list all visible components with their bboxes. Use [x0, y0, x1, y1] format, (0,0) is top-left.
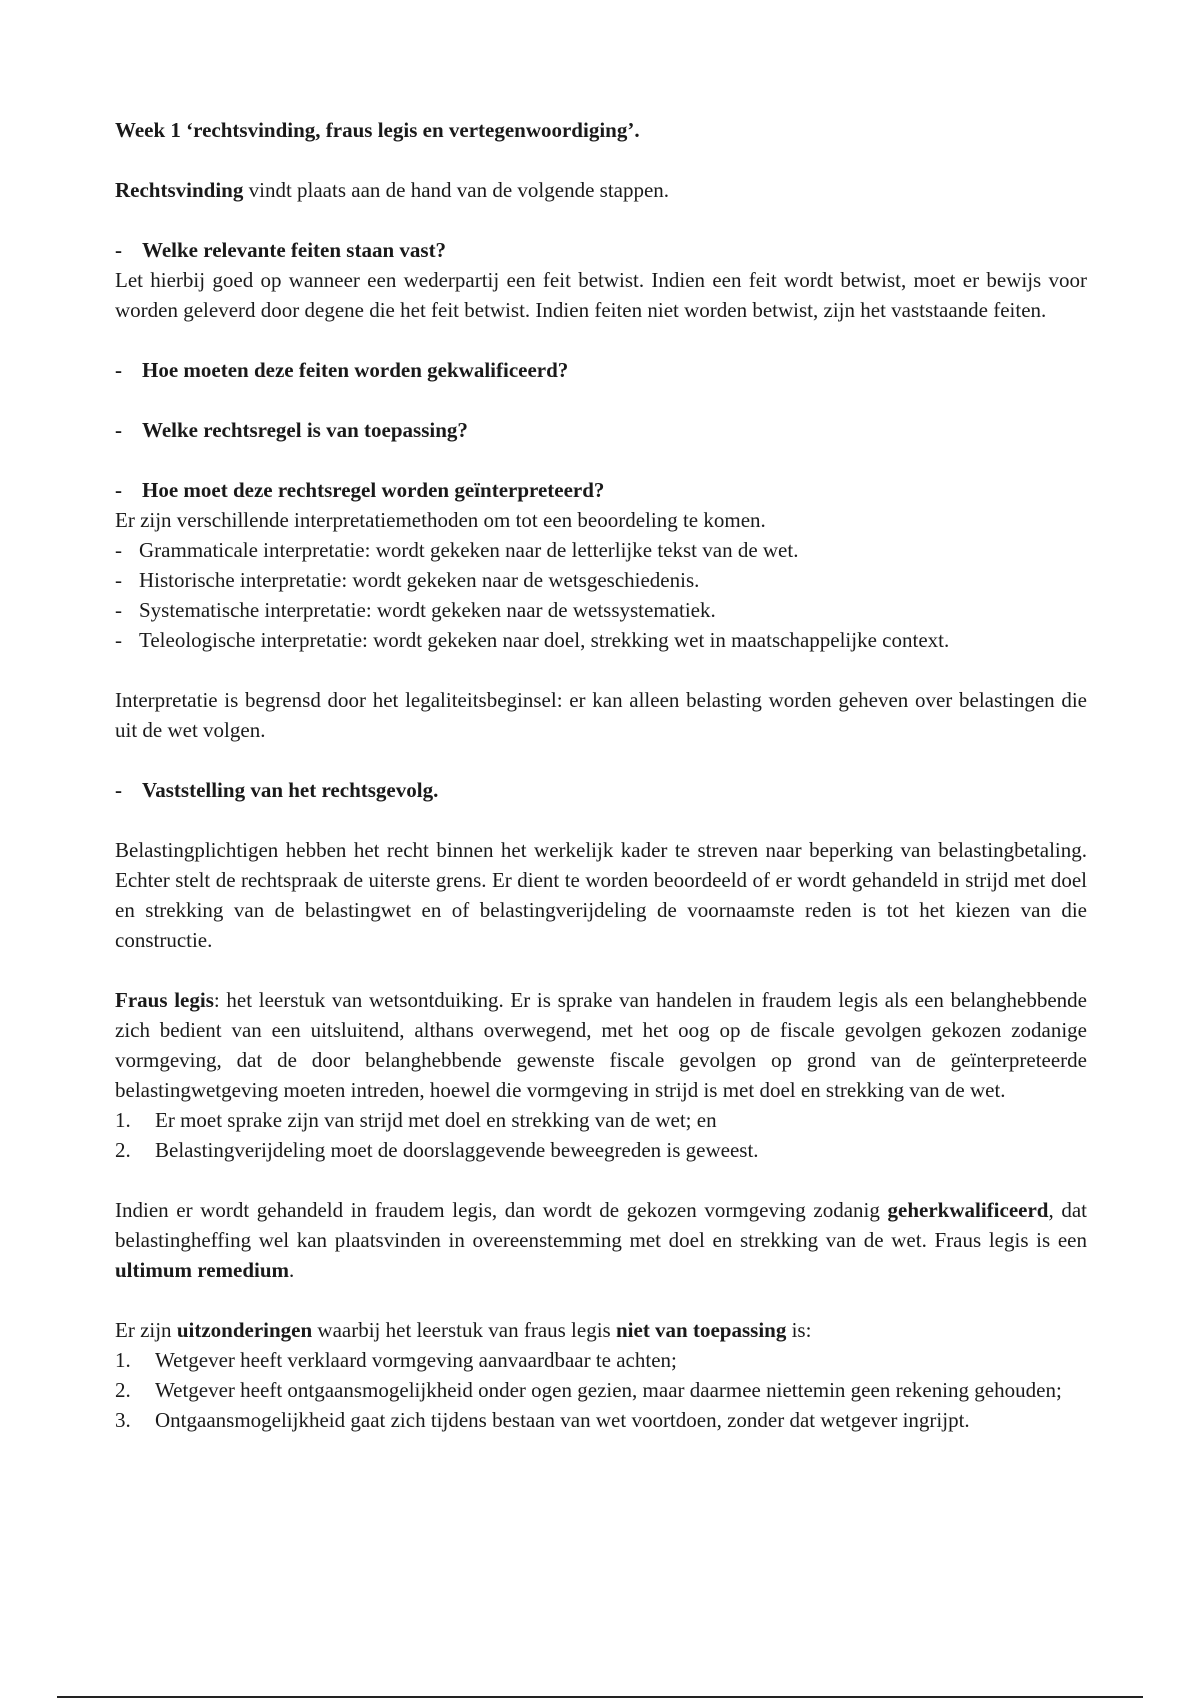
step-heading-2	[115, 355, 1087, 385]
item-number: 1.	[115, 1348, 131, 1372]
item-text: Belastingverijdeling moet de doorslaggevende beweegreden is geweest.	[155, 1138, 759, 1162]
step-heading-1	[115, 235, 1087, 265]
dash: -	[115, 568, 122, 592]
item-number: 2.	[115, 1378, 131, 1402]
step-heading-3	[115, 415, 1087, 445]
text-run: Er zijn	[115, 1318, 177, 1342]
footer-divider	[57, 1696, 1143, 1698]
step1-body: Let hierbij goed op wanneer een wederpartij een feit betwist. Indien een feit wordt betwist, moet er bewijs voor worden geleverd door degene die het feit betwist. Indien feiten niet worden betwist, zijn het vaststaande feiten.	[115, 268, 1087, 322]
step-heading-text: Hoe moet deze rechtsregel worden geïnterpreteerd?	[142, 478, 605, 502]
interpretation-intro: Er zijn verschillende interpretatiemethoden om tot een beoordeling te komen.	[115, 508, 766, 532]
step-heading-5	[115, 775, 1087, 805]
exceptions-intro	[115, 1315, 1087, 1345]
exception-item	[115, 1375, 1087, 1405]
condition-item	[115, 1135, 1087, 1165]
item-text: Ontgaansmogelijkheid gaat zich tijdens bestaan van wet voortdoen, zonder dat wetgever ingrijpt.	[155, 1408, 970, 1432]
dash: -	[115, 358, 122, 382]
fraus-legis-paragraph	[115, 985, 1087, 1105]
dash: -	[115, 778, 122, 802]
item-text: Wetgever heeft ontgaansmogelijkheid onder ogen gezien, maar daarmee niettemin geen rekening gehouden;	[155, 1378, 1062, 1402]
intro-bold: Rechtsvinding	[115, 178, 244, 202]
list-item-text: Grammaticale interpretatie: wordt gekeken naar de letterlijke tekst van de wet.	[139, 538, 799, 562]
dash: -	[115, 538, 122, 562]
interpretation-limit: Interpretatie is begrensd door het legaliteitsbeginsel: er kan alleen belasting worden geheven over belastingen die uit de wet volgen.	[115, 688, 1087, 742]
fraus-legis-definition: : het leerstuk van wetsontduiking. Er is sprake van handelen in fraudem legis als een belanghebbende zich bedient van een uitsluitend, althans overwegend, met het oog op de fiscale gevolgen gekozen zodanige vormgeving, dat de door belanghebbende gewenste fiscale gevolgen op grond van de geïnterpreteerde belastingwetgeving moeten intreden, hoewel die vormgeving in strijd is met doel en strekking van de wet.	[115, 988, 1088, 1102]
list-item	[115, 625, 1087, 655]
fraus-legis-term: Fraus legis	[115, 988, 214, 1012]
dash: -	[115, 238, 122, 262]
document-title: Week 1 ‘rechtsvinding, fraus legis en vertegenwoordiging’.	[115, 118, 640, 142]
document-page	[115, 115, 1087, 1435]
belastingplichtigen-paragraph: Belastingplichtigen hebben het recht binnen het werkelijk kader te streven naar beperking van belastingbetaling. Echter stelt de rechtspraak de uiterste grens. Er dient te worden beoordeeld of er wordt gehandeld in strijd met doel en strekking van de belastingwet en of belastingverijdeling de voornaamste reden is tot het kiezen van die constructie.	[115, 838, 1087, 952]
step-heading-text: Hoe moeten deze feiten worden gekwalificeerd?	[142, 358, 569, 382]
bold-term: niet van toepassing	[615, 1318, 787, 1342]
list-item-text: Historische interpretatie: wordt gekeken naar de wetsgeschiedenis.	[139, 568, 700, 592]
bold-term: uitzonderingen	[176, 1318, 313, 1342]
dash: -	[115, 478, 122, 502]
step-heading-4	[115, 475, 1087, 505]
bold-term: geherkwalificeerd	[887, 1198, 1049, 1222]
item-text: Wetgever heeft verklaard vormgeving aanvaardbaar te achten;	[155, 1348, 677, 1372]
text-run: is:	[786, 1318, 812, 1342]
list-item	[115, 595, 1087, 625]
step-heading-text: Welke rechtsregel is van toepassing?	[142, 418, 468, 442]
herkwalificatie-paragraph	[115, 1195, 1087, 1285]
condition-item	[115, 1105, 1087, 1135]
dash: -	[115, 598, 122, 622]
dash: -	[115, 628, 122, 652]
item-text: Er moet sprake zijn van strijd met doel en strekking van de wet; en	[155, 1108, 717, 1132]
step-heading-text: Vaststelling van het rechtsgevolg.	[142, 778, 439, 802]
list-item-text: Systematische interpretatie: wordt gekeken naar de wetssystematiek.	[139, 598, 716, 622]
text-run: .	[289, 1258, 295, 1282]
exception-item	[115, 1405, 1087, 1435]
list-item	[115, 535, 1087, 565]
dash: -	[115, 418, 122, 442]
text-run: , dat belastingheffing wel kan plaatsvinden in overeenstemming met doel en strekking van de wet. Fraus legis is een	[115, 1198, 1087, 1252]
text-run: Indien er wordt gehandeld in fraudem legis, dan wordt de gekozen vormgeving zodanig	[115, 1198, 888, 1222]
item-number: 3.	[115, 1408, 131, 1432]
list-item	[115, 565, 1087, 595]
step-heading-text: Welke relevante feiten staan vast?	[142, 238, 447, 262]
exception-item	[115, 1345, 1087, 1375]
intro-text: vindt plaats aan de hand van de volgende stappen.	[243, 178, 670, 202]
intro-paragraph	[115, 175, 1087, 205]
item-number: 1.	[115, 1108, 131, 1132]
bold-term: ultimum remedium	[115, 1258, 290, 1282]
text-run: waarbij het leerstuk van fraus legis	[312, 1318, 616, 1342]
list-item-text: Teleologische interpretatie: wordt gekeken naar doel, strekking wet in maatschappelijke context.	[139, 628, 950, 652]
item-number: 2.	[115, 1138, 131, 1162]
